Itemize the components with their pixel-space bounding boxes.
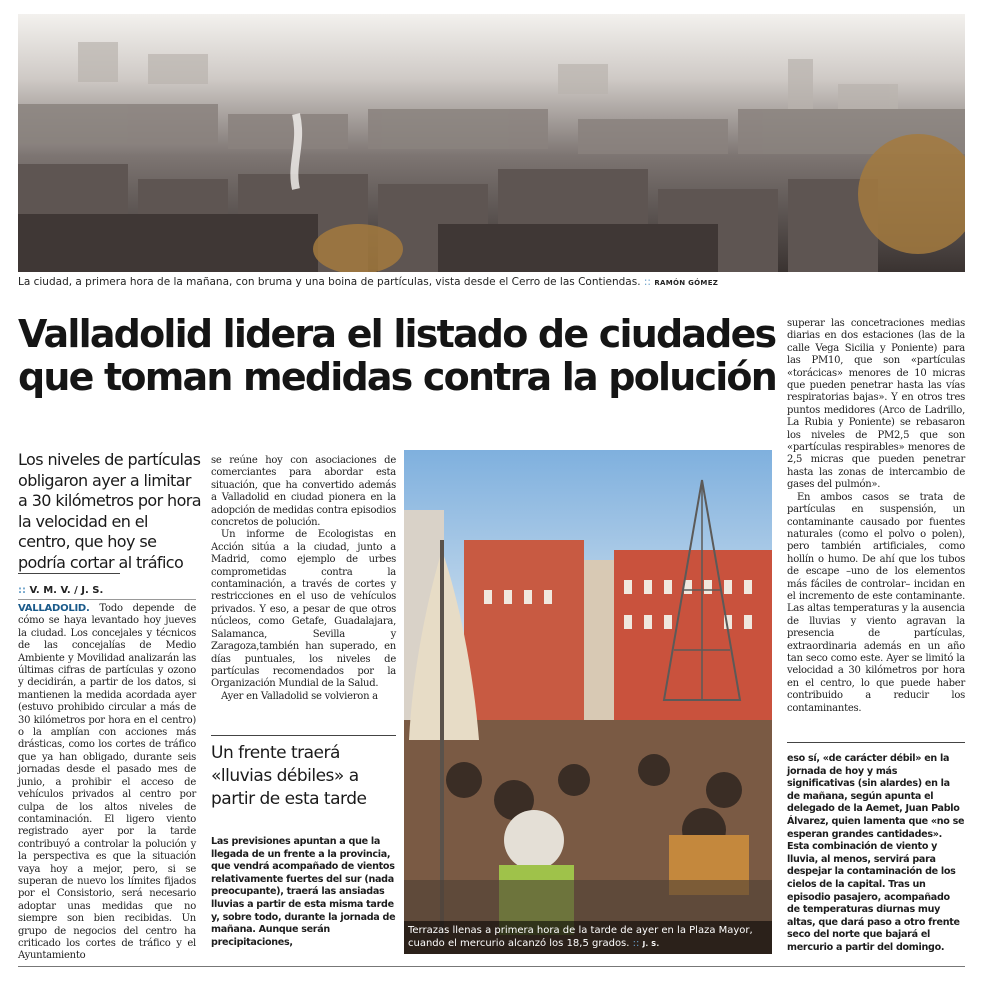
plaza-illustration bbox=[404, 450, 772, 954]
subhead-rule bbox=[18, 573, 120, 574]
city-skyline-illustration bbox=[18, 14, 965, 272]
byline bbox=[18, 585, 103, 596]
sidebar-paragraph: Las previsiones apuntan a que la llegada de un frente a la provincia, que vendrá acompañado de vientos relativamente fuertes del sur (nada preocupante), traerá las ansiadas lluvias a partir de esta misma tarde y, sobre todo, durante la jornada de mañana. Aunque serán precipitaciones, bbox=[211, 836, 396, 948]
sidebar-column-b bbox=[787, 753, 965, 955]
subhead: Los niveles de partículas obligaron ayer a limitar a 30 kilómetros por hora la velocidad en el centro, que hoy se podría cortar al tráfico bbox=[18, 450, 201, 572]
photo-credit: J. S. bbox=[642, 940, 660, 948]
plaza-mayor-photo bbox=[404, 450, 772, 954]
plaza-photo-caption bbox=[404, 921, 772, 954]
credit-marker: :: bbox=[643, 276, 651, 288]
byline-authors: V. M. V. / J. S. bbox=[29, 585, 104, 596]
column-4-bottom-rule bbox=[787, 742, 965, 743]
headline: Valladolid lidera el listado de ciudades que toman medidas contra la polución bbox=[18, 312, 776, 399]
top-photo-caption bbox=[18, 276, 965, 290]
page-bottom-rule bbox=[18, 966, 965, 967]
byline-rule bbox=[18, 599, 196, 600]
photo-credit: RAMÓN GÓMEZ bbox=[654, 279, 719, 287]
dateline: VALLADOLID. bbox=[18, 603, 90, 614]
caption-text: La ciudad, a primera hora de la mañana, con bruma y una boina de partículas, vista desde el Cerro de las Contiendas. bbox=[18, 276, 641, 288]
byline-marker: :: bbox=[18, 585, 26, 596]
credit-marker: :: bbox=[632, 938, 640, 949]
sidebar-top-rule bbox=[211, 735, 396, 736]
caption-text: Terrazas llenas a primera hora de la tarde de ayer en la Plaza Mayor, cuando el mercurio alcanzó los 18,5 grados. bbox=[408, 925, 753, 949]
column-2-paragraph: Un informe de Ecologistas en Acción sitúa a la ciudad, junto a Madrid, como ejemplo de urbes comprometidas contra la contaminación, a través de cortes y restricciones en el uso de vehículos privados. Y eso, a pesar de que otros núcleos, como Getafe, Guadalajara, Salamanca, Sevilla y Zaragoza,también han superado, en días puntuales, los niveles de partículas recomendados por la Organización Mundial de la Salud. bbox=[211, 529, 396, 690]
top-photo bbox=[18, 14, 965, 272]
article-column-1 bbox=[18, 603, 196, 963]
article-column-2 bbox=[211, 455, 396, 703]
sidebar-column-a bbox=[211, 836, 396, 949]
column-4-paragraph: En ambos casos se trata de partículas en suspensión, un contaminante causado por fuentes naturales (como el polvo o polen), pero también artificiales, como hollín o humo. De ahí que los tubos de escape –uno de los elementos más fáciles de controlar– incidan en el incremento de este contaminante. Las altas temperaturas y la ausencia de lluvias y viento agravan la presencia de partículas, extraordinaria además en un año tan seco como este. Ayer se limitó la velocidad a 30 kilómetros por hora en el centro, lo que puede haber contribuido a reducir los contaminantes. bbox=[787, 491, 965, 714]
sidebar-paragraph: eso sí, «de carácter débil» en la jornada de hoy y más significativas (sin alardes) en la de mañana, según apunta el delegado de la Aemet, Juan Pablo Álvarez, quien lamenta que «no se esperan grandes cantidades». Esta combinación de viento y lluvia, al menos, servirá para despejar la contaminación de los cielos de la capital. Tras un episodio pasajero, acompañado de temperaturas diurnas muy altas, que dará paso a otro frente seco del norte que bajará el mercurio a partir del domingo. bbox=[787, 753, 965, 953]
article-column-4 bbox=[787, 318, 965, 715]
sidebar-title: Un frente traerá «lluvias débiles» a partir de esta tarde bbox=[211, 743, 367, 809]
column-4-paragraph: superar las concetraciones medias diarias en dos estaciones (las de la calle Vega Sicilia y Poniente) para las PM10, que son «partículas «torácicas» menores de 10 micras que pueden penetrar hasta las vías respiratorias bajas». Y en otros tres puntos medidores (Arco de Ladrillo, La Rubia y Poniente) se rebasaron los niveles de PM2,5 que son «partículas respirables» menores de 2,5 micras que pueden penetrar hasta las zonas de intercambio de gases del pulmón». bbox=[787, 318, 965, 491]
column-1-text: Todo depende de cómo se haya levantado hoy jueves la ciudad. Los concejales y técnicos de las concejalías de Medio Ambiente y Movilidad analizarán las últimas cifras de partículas y ozono y decidirán, a partir de los datos, si mantienen la medida acordada ayer (estuvo prohibido circular a más de 30 kilómetros por hora en el centro) o la amplían con acciones más drásticas, como los cortes de tráfico que ya han obligado, durante seis jornadas desde el pasado mes de junio, a prohibir el acceso de vehículos privados al centro por culpa de los altos niveles de contaminación. El ligero viento registrado ayer por la tarde contribuyó a controlar la polución y la perspectiva es que la situación vaya hoy a mejor, pero, si se superan de nuevo los límites fijados por el Consistorio, será necesario adoptar unas medidas que no siempre son bien recibidas. Un grupo de negocios del centro ha criticado los cortes de tráfico y el Ayuntamiento bbox=[18, 603, 196, 962]
column-2-paragraph: Ayer en Valladolid se volvieron a bbox=[221, 690, 378, 702]
column-2-paragraph: se reúne hoy con asociaciones de comerciantes para abordar esta situación, que ha convertido además a Valladolid en ciudad pionera en la adopción de medidas contra episodios concretos de polución. bbox=[211, 455, 396, 529]
